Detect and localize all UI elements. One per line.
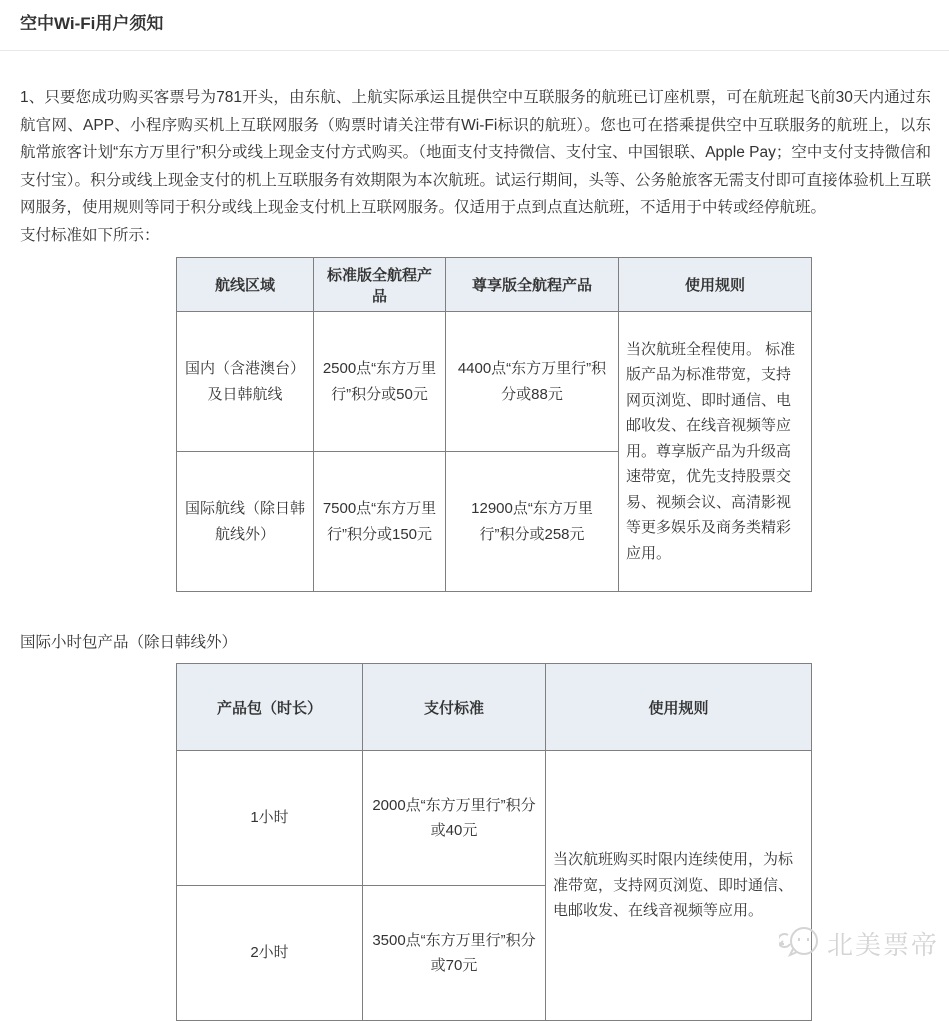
cell-premium-price-international: 12900点“东方万里行”积分或258元 (446, 452, 619, 592)
cell-region-international: 国际航线（除日韩航线外） (177, 452, 314, 592)
header-standard-product: 标准版全航程产品 (314, 258, 446, 312)
watermark-label: 北美票帝 (826, 929, 939, 960)
header-usage-rules: 使用规则 (546, 664, 812, 751)
header-usage-rules: 使用规则 (619, 258, 812, 312)
cell-premium-price-domestic: 4400点“东方万里行”积分或88元 (446, 312, 619, 452)
cell-usage-rules: 当次航班全程使用。 标准版产品为标准带宽，支持网页浏览、即时通信、电邮收发、在线音视频等应用。尊享版产品为升级高速带宽，优先支持股票交易、视频会议、高清影视等更多娱乐及商务类精彩应用。 (619, 312, 812, 592)
table-row (177, 312, 812, 452)
intro-paragraph: 1、只要您成功购买客票号为781开头，由东航、上航实际承运且提供空中互联服务的航班已订座机票，可在航班起飞前30天内通过东航官网、APP、小程序购买机上互联网服务（购票时请关注带有Wi-Fi标识的航班）。您也可在搭乘提供空中互联服务的航班上，以东航常旅客计划“东方万里行”积分或线上现金支付方式购买。（地面支付支持微信、支付宝、中国银联、Apple Pay；空中支付支持微信和支付宝）。积分或线上现金支付的机上互联服务有效期限为本次航班。试运行期间，头等、公务舱旅客无需支付即可直接体验机上互联网服务，使用规则等同于积分或线上现金支付机上互联网服务。仅适用于点到点直达航班，不适用于中转或经停航班。 (20, 89, 931, 216)
cell-payment-2h: 3500点“东方万里行”积分或70元 (363, 886, 546, 1021)
cell-usage-rules: 当次航班购买时限内连续使用，为标准带宽，支持网页浏览、即时通信、电邮收发、在线音视频等应用。 (546, 751, 812, 1021)
header-payment-standard: 支付标准 (363, 664, 546, 751)
header-premium-product: 尊享版全航程产品 (446, 258, 619, 312)
cell-duration-2h: 2小时 (177, 886, 363, 1021)
cell-standard-price-domestic: 2500点“东方万里行”积分或50元 (314, 312, 446, 452)
cell-standard-price-international: 7500点“东方万里行”积分或150元 (314, 452, 446, 592)
cell-duration-1h: 1小时 (177, 751, 363, 886)
page-title: 空中Wi-Fi用户须知 (20, 14, 164, 33)
title-divider (0, 50, 949, 51)
table-row (177, 751, 812, 886)
header-package-duration: 产品包（时长） (177, 664, 363, 751)
pricing-table-header-row (177, 258, 812, 312)
cell-region-domestic: 国内（含港澳台）及日韩航线 (177, 312, 314, 452)
hourly-table-header-row (177, 664, 812, 751)
payment-note: 支付标准如下所示： (20, 226, 160, 244)
pricing-table (176, 257, 812, 592)
hourly-section-label: 国际小时包产品（除日韩线外） (20, 634, 238, 651)
cell-payment-1h: 2000点“东方万里行”积分或40元 (363, 751, 546, 886)
header-route-region: 航线区域 (177, 258, 314, 312)
hourly-package-table (176, 663, 812, 1021)
